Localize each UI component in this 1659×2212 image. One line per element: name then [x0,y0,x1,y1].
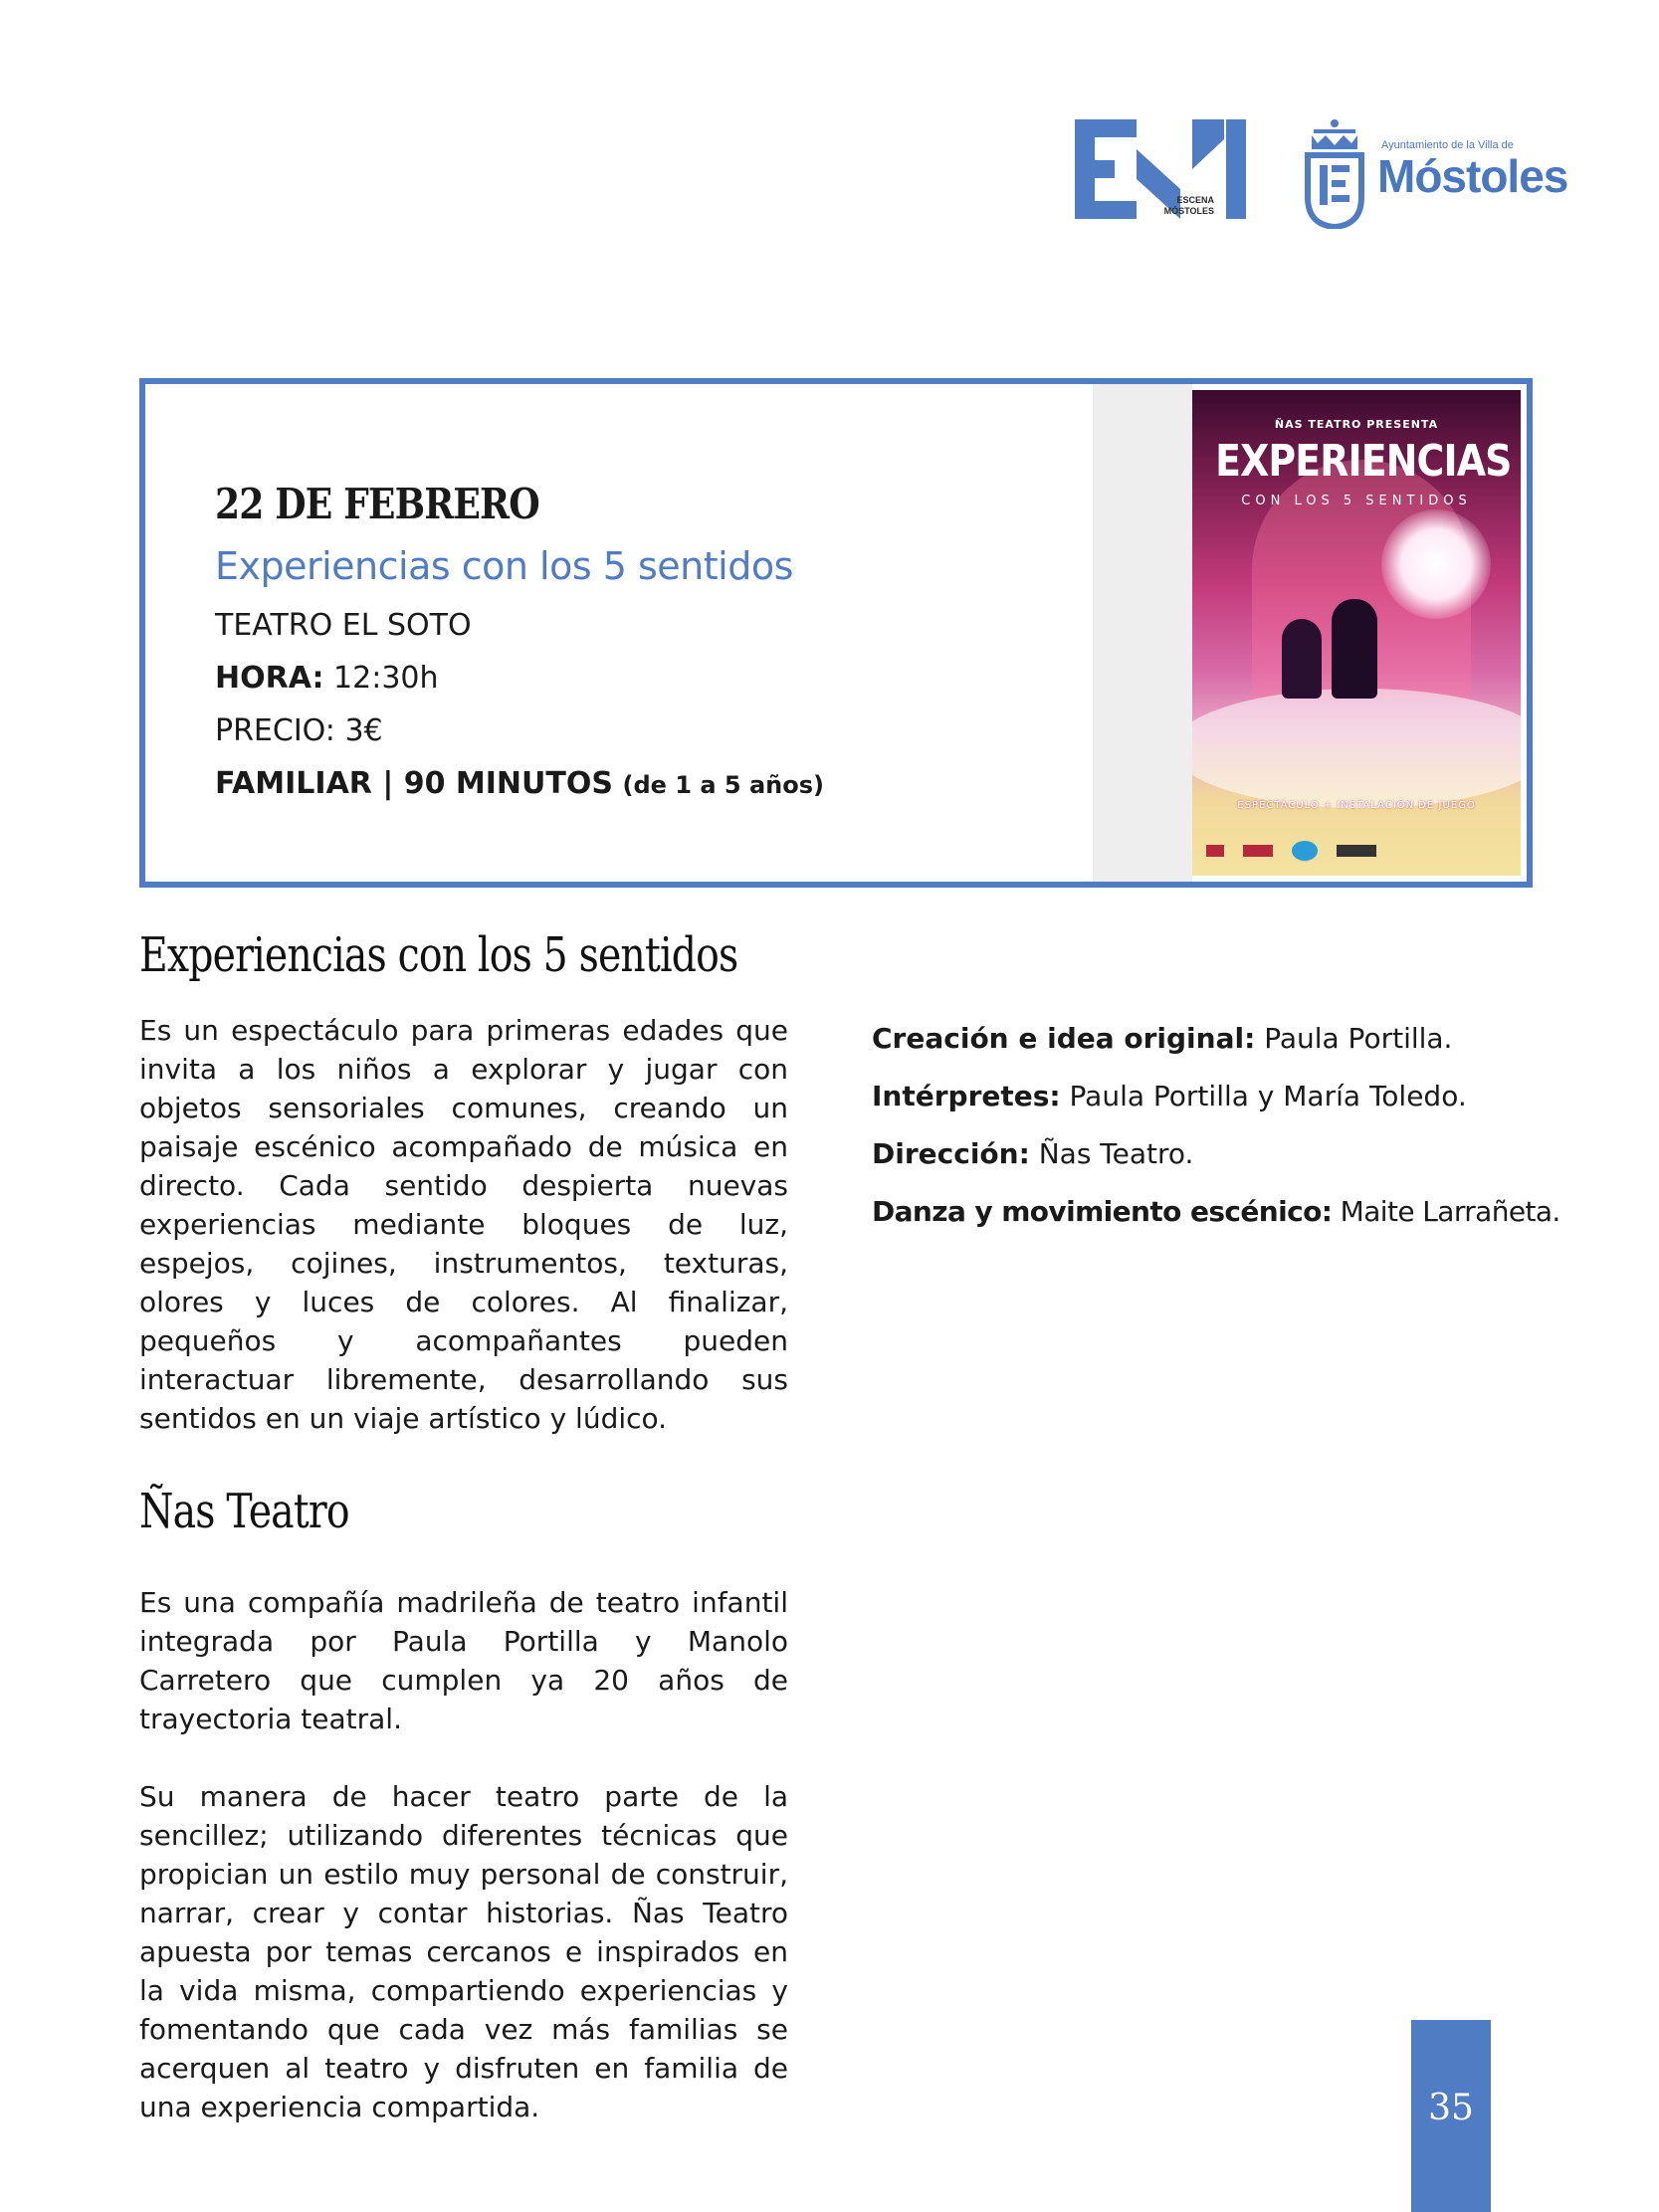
precio-label: PRECIO: [215,713,335,748]
event-time [215,661,1111,696]
credit-value: Paula Portilla. [1264,1022,1453,1055]
hora-value: 12:30h [333,661,439,696]
poster-floor [1192,689,1521,808]
poster-title: EXPERIENCIAS [1215,436,1512,487]
credit-dance [872,1192,1560,1231]
mostoles-wordmark: Móstoles [1377,150,1568,202]
poster-figure [1282,619,1322,699]
credit-value: Ñas Teatro. [1038,1137,1194,1170]
credit-creation [872,1019,1549,1058]
ayuntamiento-small-text: Ayuntamiento de la Villa de [1381,139,1514,151]
credit-label: Creación e idea original: [872,1022,1256,1055]
sponsor-logo [1243,845,1273,857]
show-description: Es un espectáculo para primeras edades que invita a los niños a explorar y jugar con objetos sensoriales comunes, creando un paisaje escénico acompañado de música en directo. Cada sentido despierta nuevas experiencias mediante bloques de luz, espejos, cojines, instrumentos, texturas, olores y luces de colores. Al finalizar, pequeños y acompañantes pueden interactuar libremente, desarrollando sus sentidos en un viaje artístico y lúdico. [139,1014,788,1435]
sponsor-logo [1292,841,1318,861]
credit-label: Danza y movimiento escénico: [872,1195,1333,1228]
left-column [139,927,788,2126]
card-divider-panel [1093,384,1192,882]
poster-footer: ESPECTÁCULO + INSTALACIÓN DE JUEGO [1237,800,1476,811]
precio-value: 3€ [344,713,383,748]
hora-label: HORA: [215,661,324,696]
credit-direction [872,1134,1549,1173]
event-card [139,378,1533,888]
section-heading-show: Experiencias con los 5 sentidos [139,927,738,983]
escena-mostoles-logo [1075,119,1254,227]
credit-label: Dirección: [872,1137,1030,1170]
ayuntamiento-logo [1304,117,1568,229]
credits-column [872,1019,1560,1250]
credit-value: Maite Larrañeta. [1340,1195,1560,1228]
poster-light [1381,509,1491,619]
escena-text: ESCENA [1176,195,1214,205]
credit-value: Paula Portilla y María Toledo. [1069,1080,1467,1112]
crown-shield-icon [1304,117,1365,229]
credit-label: Intérpretes: [872,1080,1061,1112]
event-price [215,713,1111,748]
credit-performers [872,1077,1549,1115]
event-category [215,766,1111,801]
event-venue: TEATRO EL SOTO [215,608,472,643]
company-description-1: Es una compañía madrileña de teatro infantil integrada por Paula Portilla y Manolo Carretero que cumplen ya 20 años de trayectoria teatral. [139,1586,788,1735]
sponsor-logo [1337,845,1376,857]
page-number: 35 [1428,2088,1474,2128]
poster-subtitle: CON LOS 5 SENTIDOS [1241,494,1472,508]
section-heading-company: Ñas Teatro [139,1484,349,1539]
company-description-2: Su manera de hacer teatro parte de la sencillez; utilizando diferentes técnicas que propician un estilo muy personal de construir, narrar, crear y contar historias. Ñas Teatro apuesta por temas cercanos e inspirados en la vida misma, compartiendo experiencias y fomentando que cada vez más familias se acerquen al teatro y disfruten en familia de una experiencia compartida. [139,1780,788,2123]
category-text: FAMILIAR | 90 MINUTOS [215,766,613,801]
event-title: Experiencias con los 5 sentidos [215,544,793,588]
mostoles-text: MÓSTOLES [1163,206,1214,216]
page-number-tab [1411,2020,1491,2212]
event-info [215,480,1111,819]
poster-presents: ÑAS TEATRO PRESENTA [1274,418,1439,431]
sponsor-logo [1206,845,1224,857]
age-range: (de 1 a 5 años) [622,771,824,799]
poster-sponsor-logos [1206,840,1505,864]
event-date: 22 DE FEBRERO [215,480,539,528]
poster-figure [1332,599,1377,699]
event-poster-image [1192,390,1521,876]
